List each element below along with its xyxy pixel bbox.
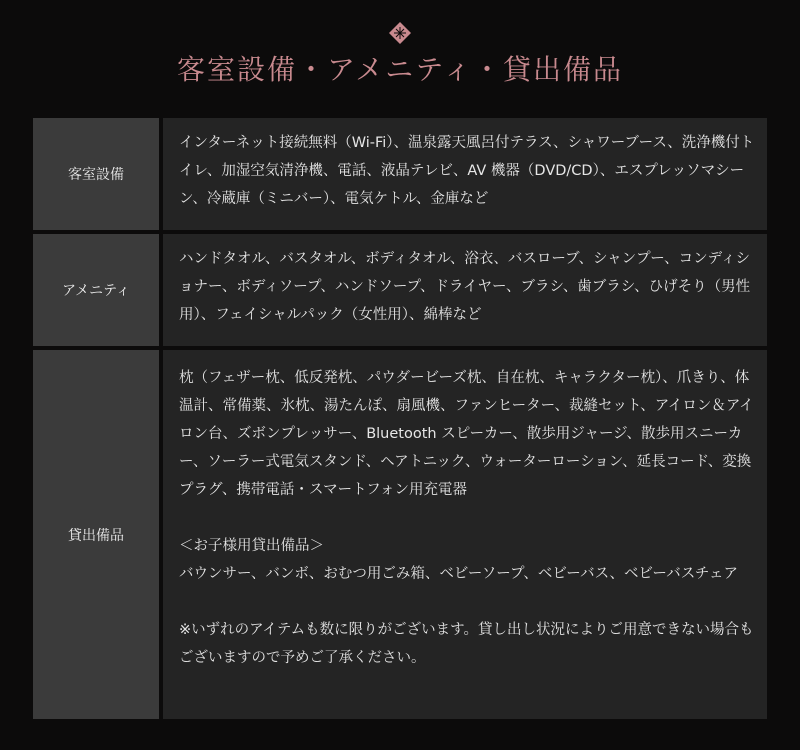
row-content-amenities: ハンドタオル、バスタオル、ボディタオル、浴衣、バスローブ、シャンプー、コンディショナー、ボディソープ、ハンドソープ、ドライヤー、ブラシ、歯ブラシ、ひげそり（男性用）、フェイシャルパック（女性用）、綿棒など (163, 234, 767, 346)
diamond-flower-icon (389, 22, 411, 44)
table-row (33, 118, 767, 230)
table-row (33, 234, 767, 346)
page-title: 客室設備・アメニティ・貸出備品 (176, 53, 624, 86)
row-label-amenities: アメニティ (33, 234, 159, 346)
row-label-rental-items: 貸出備品 (33, 350, 159, 719)
row-content-rental-items: 枕（フェザー枕、低反発枕、パウダービーズ枕、自在枕、キャラクター枕）、爪きり、体温計、常備薬、氷枕、湯たんぽ、扇風機、ファンヒーター、裁縫セット、アイロン＆アイロン台、ズボンプレッサー、Bluetooth スピーカー、散歩用ジャージ、散歩用スニーカー、ソーラー式電気スタンド、ヘアトニック、ウォーターローション、延長コード、変換プラグ、携帯電話・スマートフォン用充電器 ＜お子様用貸出備品＞ バウンサー、バンボ、おむつ用ごみ箱、ベビーソープ、ベビーバス、ベビーバスチェア ※いずれのアイテムも数に限りがございます。貸し出し状況によりご用意できない場合もございますので予めご了承ください。 (163, 350, 767, 719)
row-content-room-facilities: インターネット接続無料（Wi-Fi）、温泉露天風呂付テラス、シャワーブース、洗浄機付トイレ、加湿空気清浄機、電話、液晶テレビ、AV 機器（DVD/CD）、エスプレッソマシーン、冷蔵庫（ミニバー）、電気ケトル、金庫など (163, 118, 767, 230)
facilities-table (33, 118, 767, 723)
row-label-room-facilities: 客室設備 (33, 118, 159, 230)
table-row (33, 350, 767, 719)
